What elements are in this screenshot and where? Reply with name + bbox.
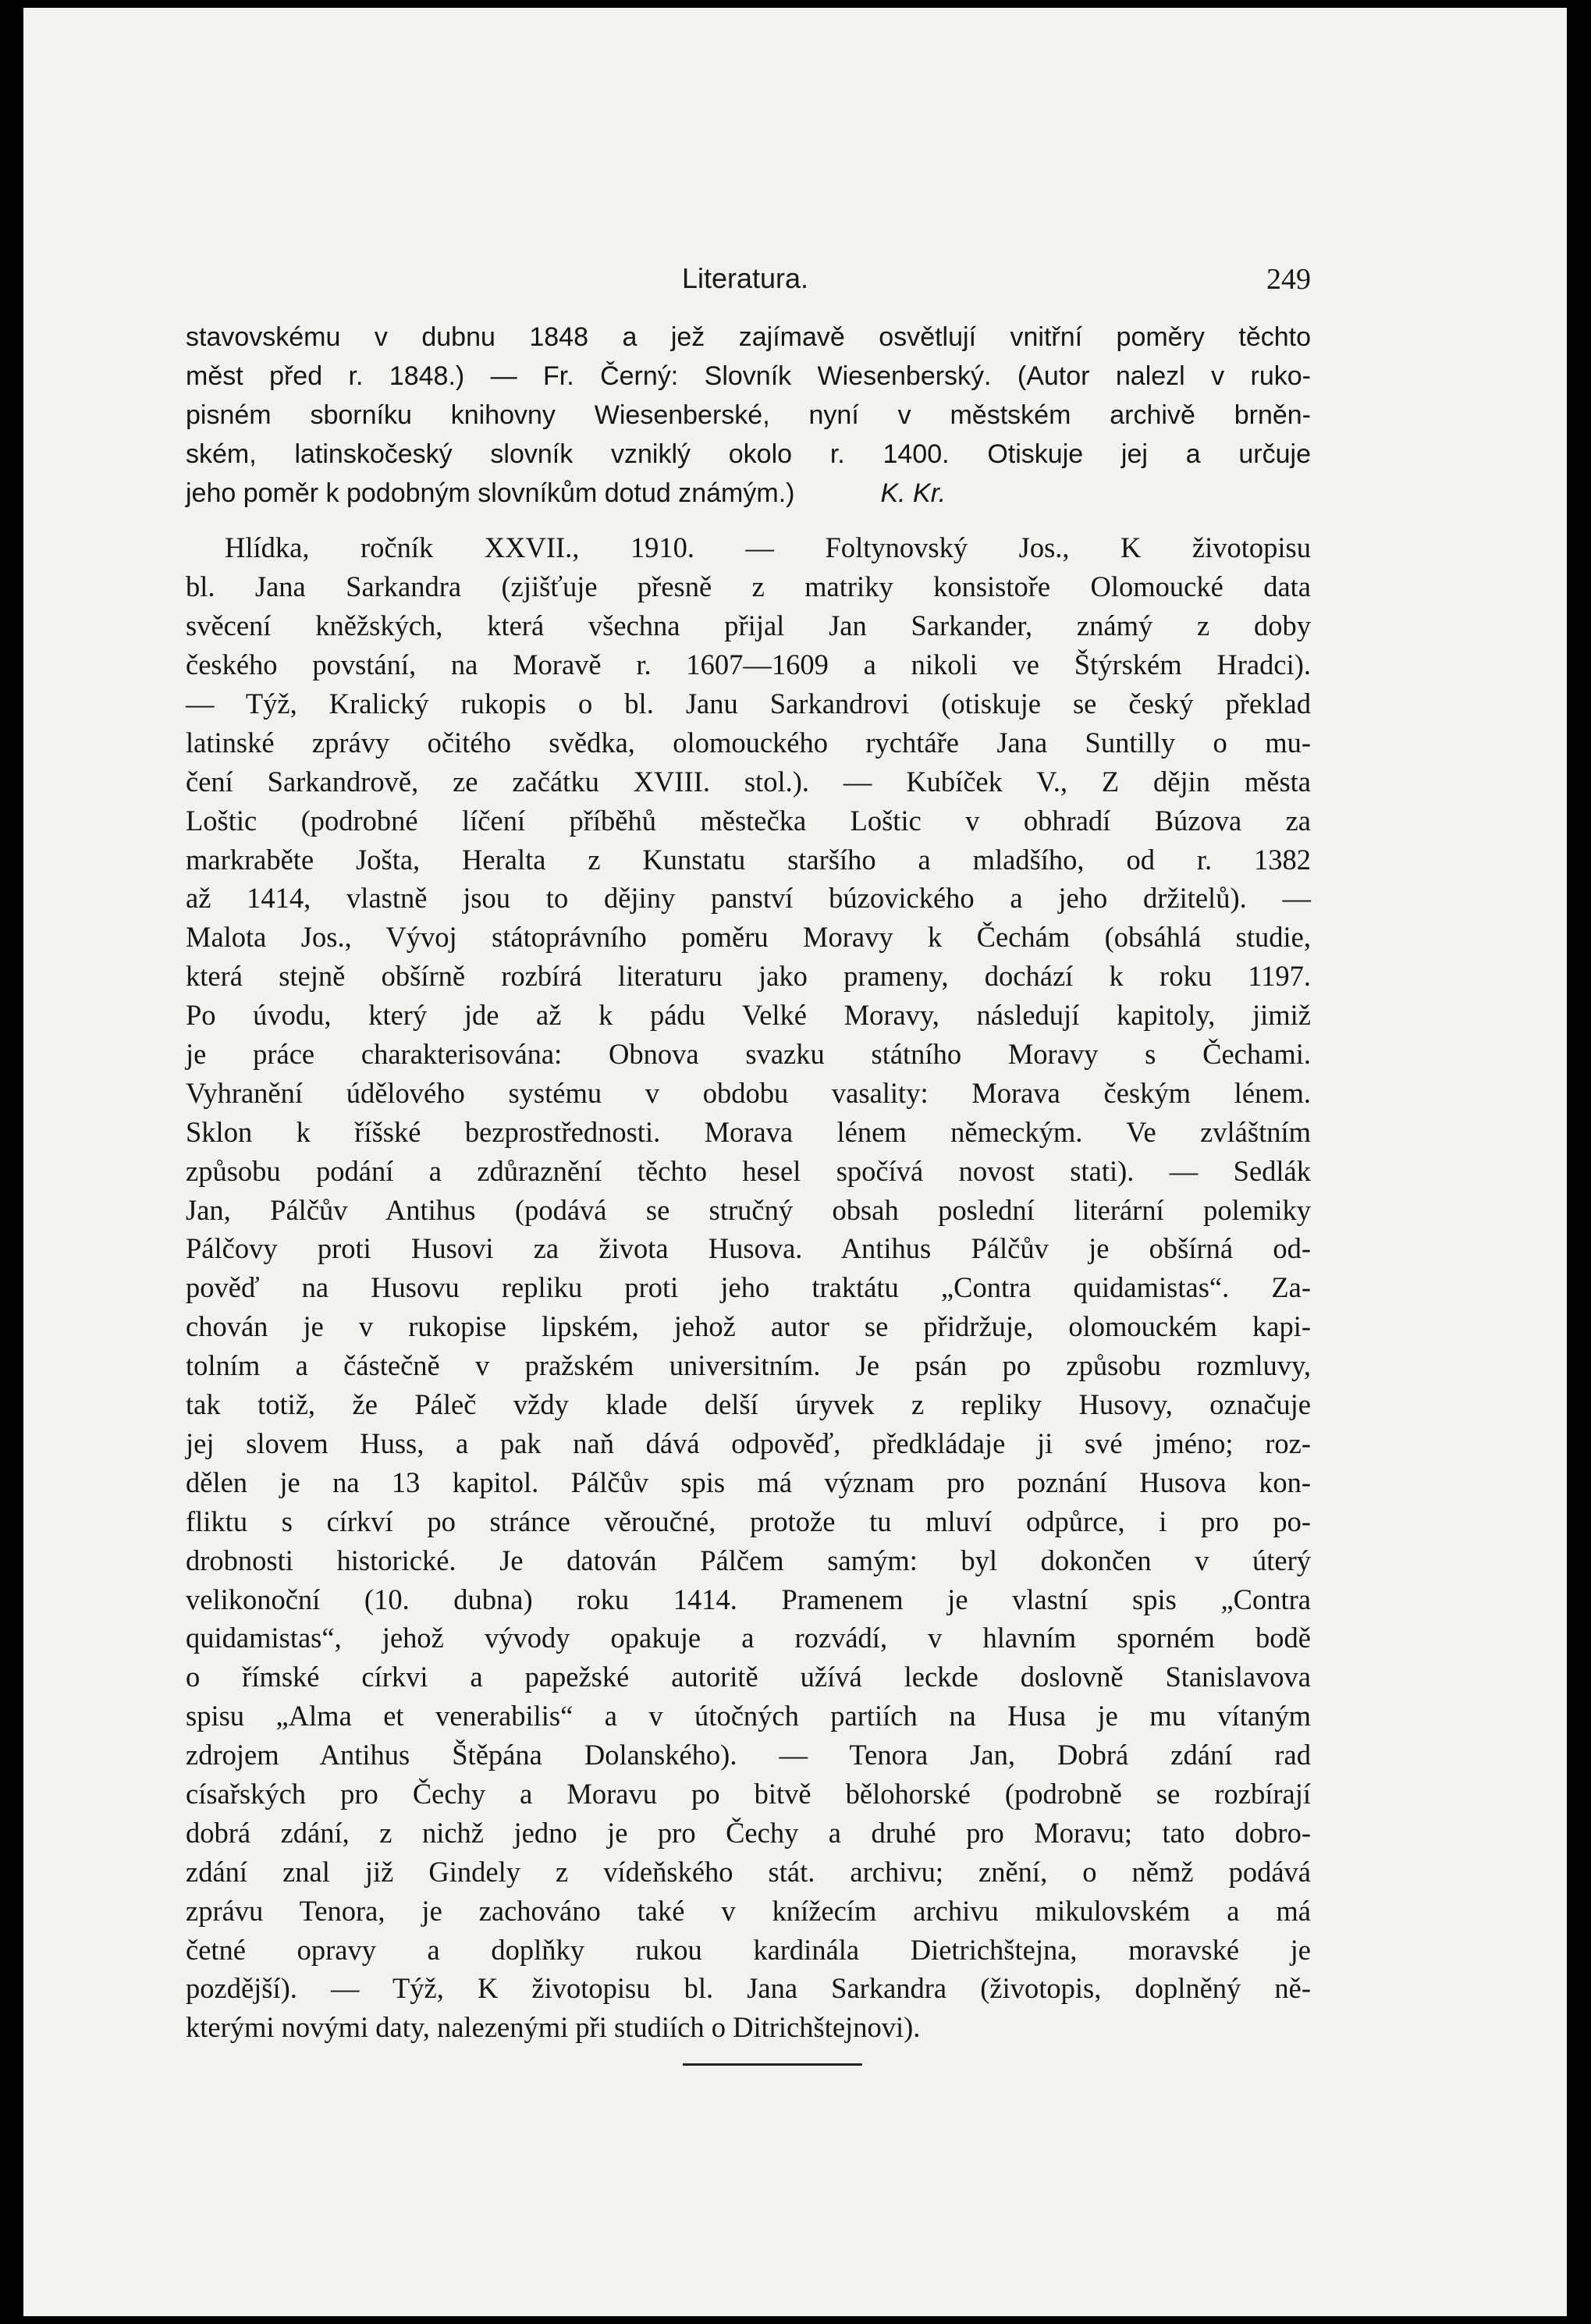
text-line: jeho poměr k podobným slovníkům dotud známým.) xyxy=(186,478,795,508)
text-line: způsobu podání a zdůraznění těchto hesel spočívá novost stati). — Sedlák xyxy=(186,1154,1311,1187)
text-line: pozdější). — Týž, K životopisu bl. Jana Sarkandra (životopis, doplněný ně- xyxy=(186,1972,1311,2005)
paragraph-1 xyxy=(186,318,1311,513)
text-line: dělen je na 13 kapitol. Pálčův spis má význam pro poznání Husova kon- xyxy=(186,1466,1311,1498)
text-line: pisném sborníku knihovny Wiesenberské, nyní v městském archivě brněn- xyxy=(186,400,1311,430)
text-line: císařských pro Čechy a Moravu po bitvě bělohorské (podrobně se rozbírají xyxy=(186,1777,1311,1810)
text-line: českého povstání, na Moravě r. 1607—1609 a nikoli ve Štýrském Hradci). xyxy=(186,649,1311,681)
text-line: zprávu Tenora, je zachováno také v knížecím archivu mikulovském a má xyxy=(186,1894,1311,1927)
text-line: quidamistas“, jehož vývody opakuje a rozvádí, v hlavním sporném bodě xyxy=(186,1622,1311,1654)
text-line: jej slovem Huss, a pak naň dává odpověď, předkládaje ji své jméno; roz- xyxy=(186,1427,1311,1459)
text-line: dobrá zdání, z nichž jedno je pro Čechy a druhé pro Moravu; tato dobro- xyxy=(186,1816,1311,1849)
text-line: četné opravy a doplňky rukou kardinála Dietrichštejna, moravské je xyxy=(186,1933,1311,1966)
text-line: Sklon k říšské bezprostřednosti. Morava lénem německým. Ve zvláštním xyxy=(186,1115,1311,1148)
running-header xyxy=(179,262,1311,309)
text-line: latinské zprávy očitého svědka, olomouckého rychtáře Jana Suntilly o mu- xyxy=(186,726,1311,759)
text-line: Hlídka, ročník XXVII., 1910. — Foltynovský Jos., K životopisu xyxy=(225,531,1311,564)
text-line: bl. Jana Sarkandra (zjišťuje přesně z matriky konsistoře Olomoucké data xyxy=(186,570,1311,603)
text-line: zdrojem Antihus Štěpána Dolanského). — Tenora Jan, Dobrá zdání rad xyxy=(186,1739,1311,1771)
text-line: která stejně obšírně rozbírá literaturu jako prameny, dochází k roku 1197. xyxy=(186,960,1311,993)
text-line: Loštic (podrobné líčení příběhů městečka Loštic v obhradí Búzova za xyxy=(186,804,1311,837)
text-line: Malota Jos., Vývoj státoprávního poměru Moravy k Čechám (obsáhlá studie, xyxy=(186,921,1311,954)
text-line: Pálčovy proti Husovi za života Husova. Antihus Pálčův je obšírná od- xyxy=(186,1232,1311,1265)
text-line: je práce charakterisována: Obnova svazku státního Moravy s Čechami. xyxy=(186,1038,1311,1071)
text-line: tolním a částečně v pražském universitním. Je psán po způsobu rozmluvy, xyxy=(186,1349,1311,1382)
text-line: až 1414, vlastně jsou to dějiny panství búzovického a jeho držitelů). — xyxy=(186,882,1311,915)
text-line: zdání znal již Gindely z vídeňského stát. archivu; znění, o němž podává xyxy=(186,1855,1311,1888)
author-signature: K. Kr. xyxy=(880,478,946,508)
text-line: — Týž, Kralický rukopis o bl. Janu Sarkandrovi (otiskuje se český překlad xyxy=(186,688,1311,720)
text-line: Vyhranění údělového systému v obdobu vasality: Morava českým lénem. xyxy=(186,1076,1311,1109)
text-line: Jan, Pálčův Antihus (podává se stručný obsah poslední literární polemiky xyxy=(186,1193,1311,1226)
text-line: stavovskému v dubnu 1848 a jež zajímavě osvětlují vnitřní poměry těchto xyxy=(186,322,1311,352)
paragraph-2 xyxy=(186,528,1311,2047)
text-line: tak totiž, že Páleč vždy klade delší úryvek z repliky Husovy, označuje xyxy=(186,1388,1311,1421)
text-line: ském, latinskočeský slovník vzniklý okolo r. 1400. Otiskuje jej a určuje xyxy=(186,439,1311,469)
body-text xyxy=(186,318,1311,2047)
page-sheet xyxy=(23,8,1567,2316)
text-line: měst před r. 1848.) — Fr. Černý: Slovník Wiesenberský. (Autor nalezl v ruko- xyxy=(186,361,1311,391)
text-line: čení Sarkandrově, ze začátku XVIII. stol.). — Kubíček V., Z dějin města xyxy=(186,765,1311,798)
page-number: 249 xyxy=(1266,263,1311,296)
running-title: Literatura. xyxy=(681,262,809,294)
text-line: o římské církvi a papežské autoritě užívá leckde doslovně Stanislavova xyxy=(186,1661,1311,1693)
text-line: pověď na Husovu repliku proti jeho traktátu „Contra quidamistas“. Za- xyxy=(186,1271,1311,1304)
text-line: markraběte Jošta, Heralta z Kunstatu staršího a mladšího, od r. 1382 xyxy=(186,843,1311,876)
text-line: spisu „Alma et venerabilis“ a v útočných partiích na Husa je mu vítaným xyxy=(186,1700,1311,1732)
text-line: fliktu s církví po stránce věroučné, protože tu mluví odpůrce, i pro po- xyxy=(186,1505,1311,1537)
text-line: chován je v rukopise lipském, jehož autor se přidržuje, olomouckém kapi- xyxy=(186,1310,1311,1343)
text-line: svěcení kněžských, která všechna přijal Jan Sarkander, známý z doby xyxy=(186,609,1311,642)
paragraph-gap xyxy=(186,513,1311,528)
text-line: kterými novými daty, nalezenými při studiích o Ditrichštejnovi). xyxy=(186,2011,921,2044)
text-line: Po úvodu, který jde až k pádu Velké Moravy, následují kapitoly, jimiž xyxy=(186,999,1311,1032)
closing-rule xyxy=(683,2063,862,2066)
text-line-with-signature xyxy=(186,474,1311,513)
text-line: drobnosti historické. Je datován Pálčem samým: byl dokončen v úterý xyxy=(186,1544,1311,1576)
text-line: velikonoční (10. dubna) roku 1414. Pramenem je vlastní spis „Contra xyxy=(186,1583,1311,1615)
